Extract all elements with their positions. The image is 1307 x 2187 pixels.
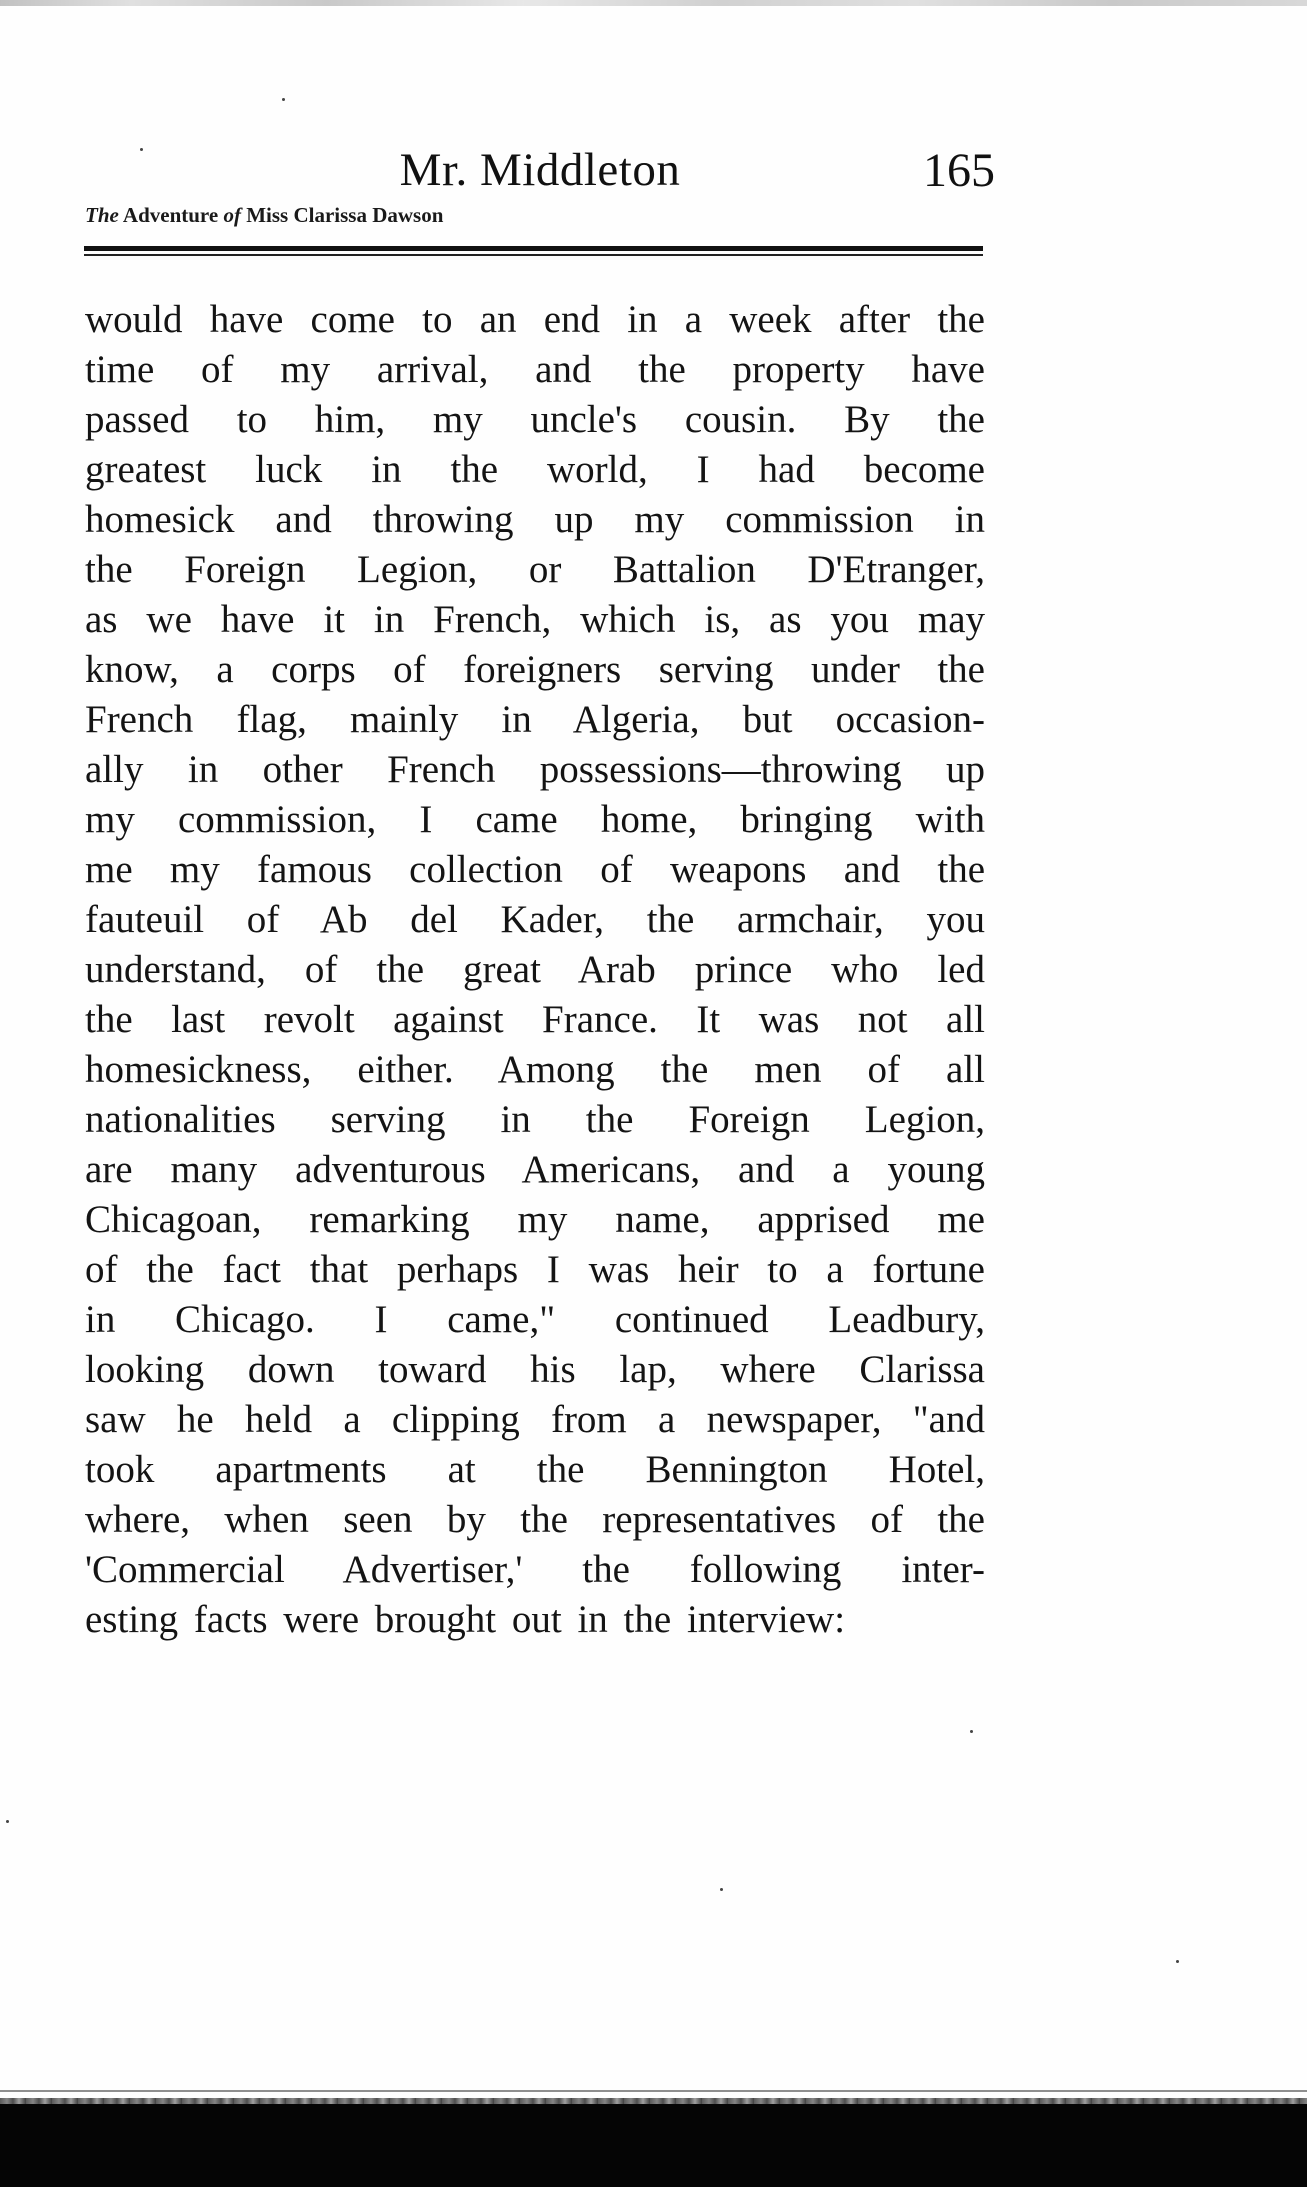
text-line: esting facts were brought out in the interview:: [85, 1598, 846, 1641]
text-line: understand, of the great Arab prince who led: [85, 948, 985, 991]
running-head-adventure: Adventure: [118, 203, 224, 227]
top-scan-edge: [0, 0, 1307, 6]
text-line: passed to him, my uncle's cousin. By the: [85, 398, 985, 441]
running-head-of: of: [223, 203, 241, 227]
text-line: in Chicago. I came," continued Leadbury,: [85, 1298, 985, 1341]
running-head: [85, 200, 443, 230]
text-line: me my famous collection of weapons and the: [85, 848, 985, 891]
text-line: would have come to an end in a week after the: [85, 298, 985, 341]
text-line: nationalities serving in the Foreign Legion,: [85, 1098, 985, 1141]
header-rule-thick: [84, 246, 983, 251]
text-line: time of my arrival, and the property have: [85, 348, 985, 391]
scan-speck: [140, 148, 143, 151]
text-line: French flag, mainly in Algeria, but occasion-: [85, 698, 985, 741]
text-line: Chicagoan, remarking my name, apprised me: [85, 1198, 985, 1241]
text-line: greatest luck in the world, I had become: [85, 448, 985, 491]
running-head-the: The: [85, 203, 119, 227]
text-line: are many adventurous Americans, and a young: [85, 1148, 985, 1191]
scan-speck: [1176, 1960, 1179, 1963]
text-line: 'Commercial Advertiser,' the following inter-: [85, 1548, 985, 1591]
text-line: took apartments at the Bennington Hotel,: [85, 1448, 985, 1491]
bottom-scan-edge: [0, 2104, 1307, 2187]
scan-speck: [282, 98, 285, 101]
text-line: my commission, I came home, bringing with: [85, 798, 985, 841]
text-line: the last revolt against France. It was not all: [85, 998, 985, 1041]
text-line: looking down toward his lap, where Clarissa: [85, 1348, 985, 1391]
scan-speck: [720, 1888, 723, 1891]
scan-speck: [6, 1820, 9, 1823]
text-line: where, when seen by the representatives of the: [85, 1498, 985, 1541]
running-head-rest: Miss Clarissa Dawson: [240, 203, 444, 227]
scan-speck: [970, 1730, 973, 1733]
page-number: 165: [923, 144, 995, 197]
text-line: homesickness, either. Among the men of all: [85, 1048, 985, 1091]
text-line: of the fact that perhaps I was heir to a fortune: [85, 1248, 985, 1291]
text-line: ally in other French possessions—throwing up: [85, 748, 985, 791]
text-line: know, a corps of foreigners serving under the: [85, 648, 985, 691]
text-line: saw he held a clipping from a newspaper, "and: [85, 1398, 985, 1441]
text-line: as we have it in French, which is, as you may: [85, 598, 985, 641]
body-text: [85, 295, 985, 1645]
page-header-title: Mr. Middleton: [399, 144, 681, 196]
text-line: homesick and throwing up my commission in: [85, 498, 985, 541]
header-rule-thin: [84, 254, 983, 256]
text-line: fauteuil of Ab del Kader, the armchair, you: [85, 898, 985, 941]
text-line: the Foreign Legion, or Battalion D'Etranger,: [85, 548, 985, 591]
bottom-scan-line: [0, 2090, 1307, 2092]
